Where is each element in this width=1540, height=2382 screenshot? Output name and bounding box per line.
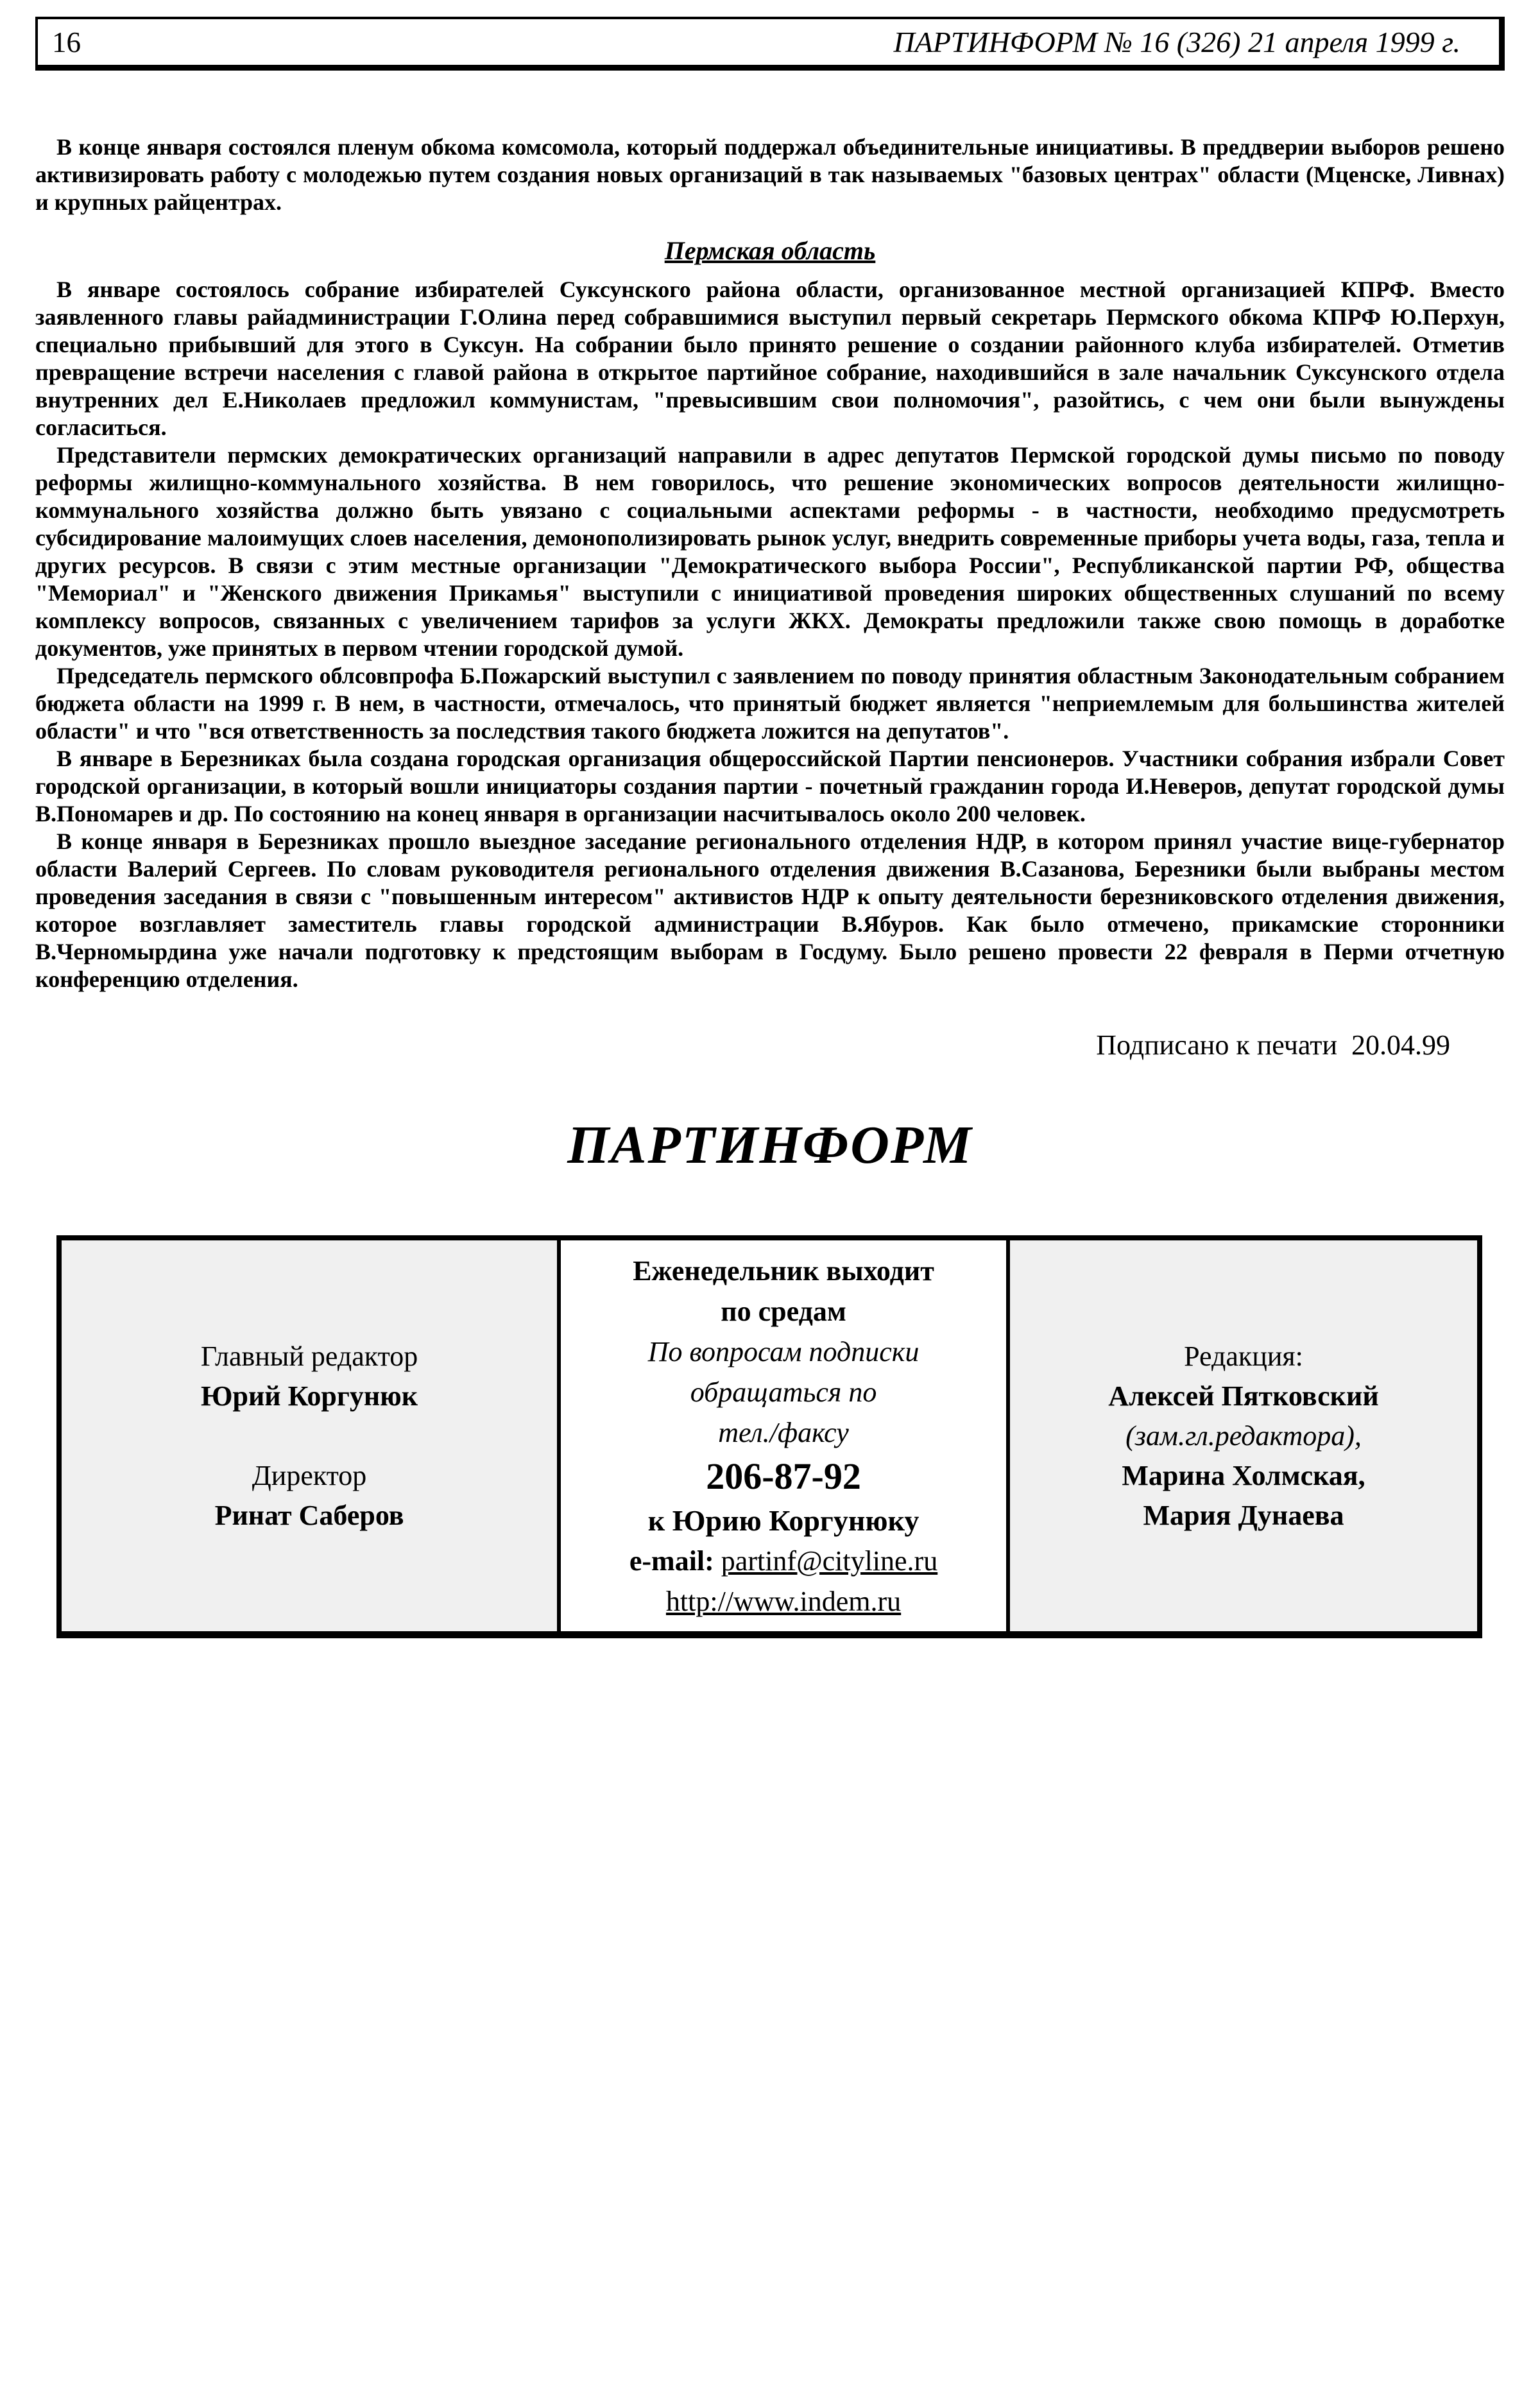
phone-number: 206-87-92 [706, 1455, 861, 1497]
paragraph: Представители пермских демократических организаций направили в адрес депутатов Пермской городской думы письмо по поводу реформы жилищно-коммунального хозяйства. В нем говорилось, что решение экономических вопросов деятельности жилищно-коммунального хозяйства должно быть увязано с социальными аспектами реформы - в частности, необходимо предусмотреть субсидирование малоимущих слоев населения, демонополизировать рынок услуг, внедрить современные приборы учета воды, газа, тепла и других ресурсов. В связи с этим местные организации "Демократического выбора России", Республиканской партии РФ, общества "Мемориал" и "Женского движения Прикамья" выступили с инициативой проведения широких общественных слушаний по всему комплексу вопросов, связанных с увеличением тарифов за услуги ЖКХ. Демократы предложили также свою помощь в доработке документов, уже принятых в первом чтении городской думой. [35, 442, 1505, 661]
email-link[interactable]: partinf@cityline.ru [721, 1545, 938, 1577]
paragraph: Председатель пермского облсовпрофа Б.Пожарский выступил с заявлением по поводу принятия областным Законодательным собранием бюджета области на 1999 г. В нем, в частности, отмечалось, что принятый бюджет является "неприемлемым для большинства жителей области" и что "вся ответственность за последствия такого бюджета ложится на депутатов". [35, 663, 1505, 744]
signed-to-print-line: Подписано к печати 20.04.99 [1096, 1029, 1450, 1061]
masthead-title: ПАРТИНФОРМ [567, 1115, 973, 1175]
email-line [561, 1541, 1006, 1581]
editorial-box [56, 1235, 1482, 1638]
section-heading: Пермская область [664, 236, 876, 265]
article-body [35, 133, 1505, 1061]
chief-editor-role: Главный редактор [200, 1340, 418, 1372]
paragraph: В конце января состоялся пленум обкома комсомола, который поддержал объединительные инициативы. В преддверии выборов решено активизировать работу с молодежью путем создания новых организаций в так называемых "базовых центрах" области (Мценске, Ливнах) и крупных райцентрах. [35, 134, 1505, 215]
paragraph: В январе в Березниках была создана городская организация общероссийской Партии пенсионеров. Участники собрания избрали Совет городской организации, в который вошли инициаторы создания партии - почетный гражданин города И.Неверов, депутат городской думы В.Пономарев и др. По состоянию на конец января в организации насчитывалось около 200 человек. [35, 746, 1505, 827]
paragraph: В конце января в Березниках прошло выездное заседание регионального отделения НДР, в котором принял участие вице-губернатор области Валерий Сергеев. По словам руководителя регионального отделения движения В.Сазанова, Березники были выбраны местом проведения заседания в связи с "повышенным интересом" активистов НДР к опыту деятельности березниковского отделения движения, которое возглавляет заместитель главы городской администрации В.Ябуров. Как было отмечено, прикамские сторонники В.Черномырдина уже начали подготовку к предстоящим выборам в Госдуму. Было решено провести 22 февраля в Перми отчетную конференцию отделения. [35, 828, 1505, 992]
website-line [561, 1581, 1006, 1622]
paragraph: В январе состоялось собрание избирателей Суксунского района области, организованное местной организацией КПРФ. Вместо заявленного главы райадминистрации Г.Олина перед собравшимися выступил первый секретарь Пермского обкома КПРФ Ю.Перхун, специально прибывший для этого в Суксун. На собрании было принято решение о создании районного клуба избирателей. Отметив превращение встречи населения с главой района в открытое партийное собрание, находившийся в зале начальник Суксунского отдела внутренних дел Е.Николаев предложил коммунистам, "превысившим свои полномочия", разойтись, с чем они были вынуждены согласиться. [35, 277, 1505, 440]
staff-member-name: Алексей Пятковский [1108, 1380, 1379, 1412]
subscription-line: По вопросам подписки [647, 1335, 920, 1367]
email-label: e-mail: [629, 1545, 714, 1577]
editorial-box-left-cell [62, 1240, 557, 1631]
page-header-bar [35, 17, 1505, 71]
issue-title: ПАРТИНФОРМ № 16 (326) 21 апреля 1999 г. [893, 26, 1460, 58]
staff-member-name: Марина Холмская, [1122, 1459, 1365, 1491]
staff-member-name: Мария Дунаева [1143, 1499, 1344, 1531]
staff-member-note: (зам.гл.редактора), [1125, 1419, 1362, 1452]
website-link[interactable]: http://www.indem.ru [665, 1585, 902, 1617]
director-role: Директор [252, 1459, 367, 1491]
director-name: Ринат Саберов [214, 1499, 404, 1531]
schedule-line: по средам [721, 1295, 846, 1327]
chief-editor-name: Юрий Коргунюк [200, 1380, 418, 1412]
editorial-staff-label: Редакция: [1184, 1340, 1303, 1372]
page-number: 16 [52, 26, 81, 58]
schedule-line: Еженедельник выходит [633, 1255, 934, 1287]
contact-person: к Юрию Коргунюку [647, 1504, 920, 1537]
subscription-line: обращаться по [690, 1376, 877, 1408]
subscription-line: тел./факсу [718, 1416, 849, 1448]
editorial-box-right-cell [1010, 1240, 1477, 1631]
spacer [62, 1416, 557, 1456]
editorial-box-middle-cell [557, 1240, 1010, 1631]
